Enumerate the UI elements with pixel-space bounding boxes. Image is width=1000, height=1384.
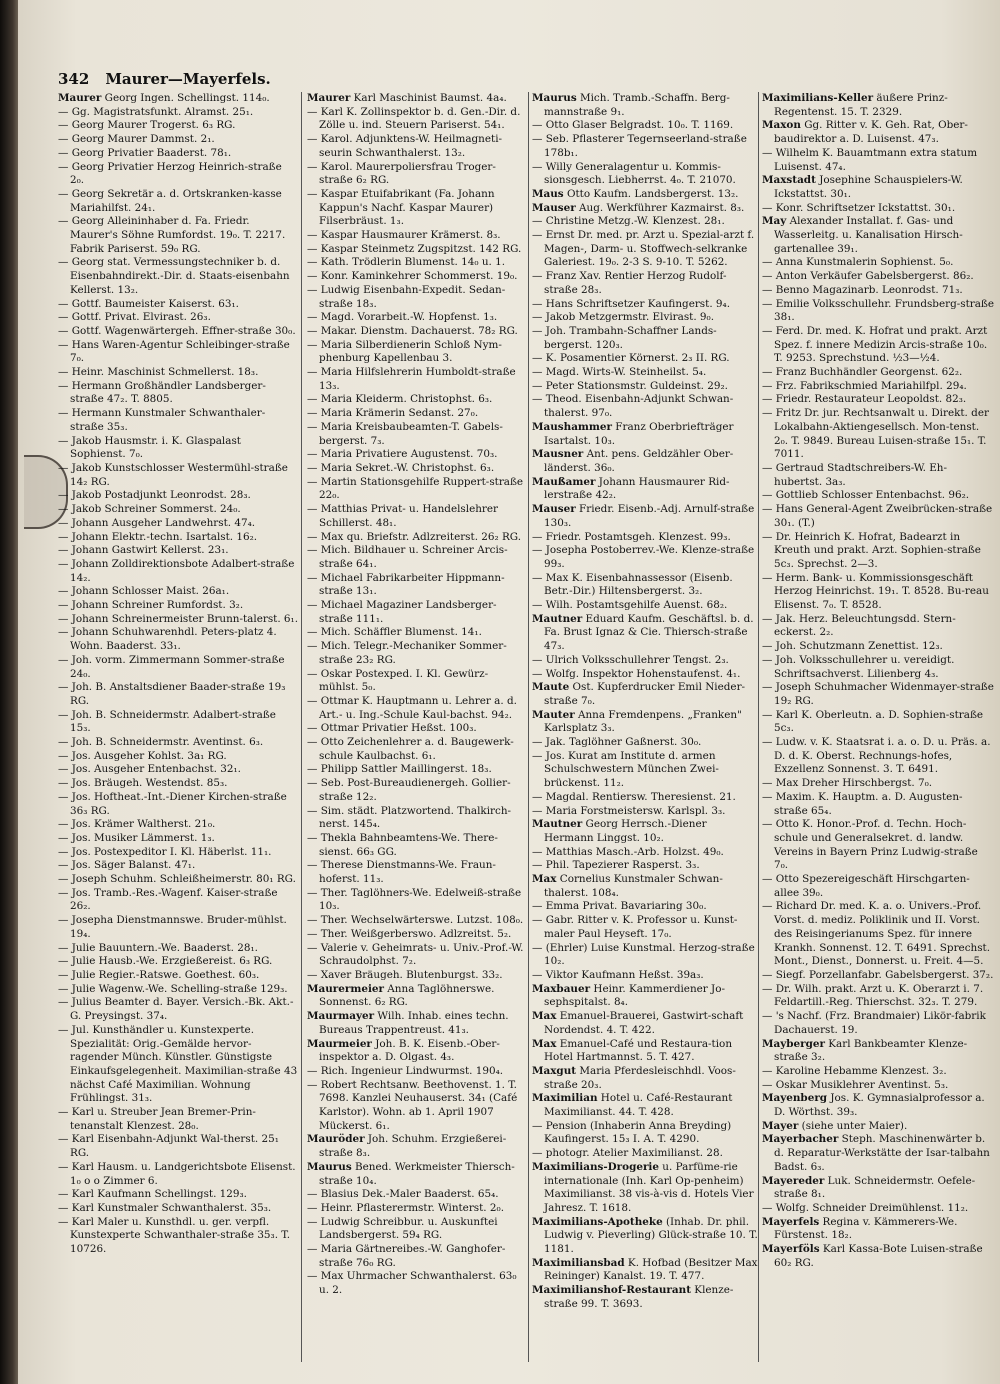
directory-entry: — Gottf. Wagenwärtergeh. Effner-straße 30₀. (58, 324, 296, 337)
directory-entry: Mayerfels Regina v. Kämmerers-We. Fürstenst. 18₂. (762, 1215, 958, 1242)
directory-entry: — Max Dreher Hirschbergst. 7₀. (762, 777, 933, 790)
directory-entry: — Josepha Dienstmannswe. Bruder-mühlst. 19₄. (58, 914, 287, 940)
directory-entry: — Ther. Wechselwärterswe. Lutzst. 108₀. (307, 914, 524, 927)
directory-entry: — Julie Hausb.-We. Erzgießereist. 6₃ RG. (58, 955, 273, 968)
directory-entry: — K. Posamentier Körnerst. 2₃ II. RG. (532, 352, 730, 365)
directory-entry: — Philipp Sattler Maillingerst. 18₃. (307, 763, 492, 776)
directory-entry: Maurus Bened. Werkmeister Thiersch-straße 10₄. (307, 1160, 515, 1187)
directory-entry: — Wolfg. Inspektor Hohenstaufenst. 4₁. (532, 667, 741, 680)
directory-entry: — Karl K. Oberleutn. a. D. Sophien-straße 5c₃. (762, 708, 984, 735)
directory-entry: — Georg stat. Vermessungstechniker b. d. Eisenbahndirekt.-Dir. d. Staats-eisenbahn Kellerst. 13₂. (58, 256, 290, 296)
directory-entry: — Georg Maurer Trogerst. 6₃ RG. (58, 119, 236, 132)
directory-entry: Mausner Ant. pens. Geldzähler Ober-länderst. 36₀. (532, 448, 734, 474)
directory-entry: — Georg Privatier Baaderst. 78₁. (58, 146, 232, 159)
directory-entry: — Jak. Herz. Beleuchtungsdd. Stern-eckerst. 2₂. (762, 612, 956, 639)
directory-entry: Max Cornelius Kunstmaler Schwan-thalerst. 108₄. (532, 873, 723, 899)
directory-entry: Maximilian Hotel u. Café-Restaurant Maximilianst. 44. T. 428. (532, 1092, 733, 1119)
directory-entry: — Magd. Wirts-W. Steinheilst. 5₄. (532, 366, 707, 379)
directory-entry: Mayereder Luk. Schneidermstr. Oefele-straße 8₁. (762, 1174, 976, 1201)
directory-entry: — Dr. Wilh. prakt. Arzt u. K. Oberarzt i. 7. Feldartill.-Reg. Thierschst. 32₃. T. 279. (762, 982, 984, 1009)
directory-entry: — Karol. Adjunktens-W. Heilmagneti-seurin Schwanthalerst. 13₂. (307, 133, 503, 159)
directory-entry: — Karol. Maurerpoliersfrau Troger-straße 6₂ RG. (307, 160, 496, 187)
directory-entry: — Maxim. K. Hauptm. a. D. Augusten-straße 65₄. (762, 790, 963, 817)
book-spine-shadow (0, 0, 18, 1384)
directory-entry: — Gabr. Ritter v. K. Professor u. Kunst-maler Paul Heyseft. 17₀. (532, 914, 738, 940)
directory-entry: — Kaspar Etuifabrikant (Fa. Johann Kappun's Nachf. Kaspar Maurer) Filserbräust. 1₃. (307, 187, 495, 228)
directory-entry: — Ulrich Volksschullehrer Tengst. 2₃. (532, 653, 729, 666)
directory-entry: — Maria Privatiere Augustenst. 70₃. (307, 448, 498, 461)
directory-entry: — Fritz Dr. jur. Rechtsanwalt u. Direkt. der Lokalbahn-Aktiengesellsch. Mon-tenst. 2₀. T. 9849. Bureau Luisen-straße 15₁. T. 7011. (762, 407, 989, 461)
directory-entry: — Karl Kaufmann Schellingst. 129₃. (58, 1188, 247, 1201)
directory-entry: — Johann Schuhwarenhdl. Peters-platz 4. Wohn. Baaderst. 33₁. (58, 626, 277, 653)
directory-entry: — Maria Kleiderm. Christophst. 6₃. (307, 393, 493, 406)
directory-entry: — Johann Schreinermeister Brunn-talerst. 6₁. (58, 612, 298, 625)
directory-entry: — Jos. Säger Balanst. 47₁. (58, 859, 196, 872)
directory-entry: Maxstadt Josephine Schauspielers-W. Ickstattst. 30₁. (762, 174, 963, 200)
directory-entry: — Jos. Musiker Lämmerst. 1₃. (58, 831, 215, 844)
directory-entry: — Friedr. Restaurateur Leopoldst. 82₃. (762, 393, 967, 406)
directory-entry: — Kaspar Hausmaurer Krämerst. 8₃. (307, 229, 501, 242)
directory-entry: — Hermann Großhändler Landsberger-straße 47₂. T. 8805. (58, 379, 266, 406)
directory-entry: — Sim. städt. Platzwortend. Thalkirch-nerst. 145₄. (307, 804, 512, 831)
page-header (58, 70, 658, 90)
directory-entry: — Joh. B. Schneidermstr. Adalbert-straße 15₃. (58, 708, 276, 735)
directory-entry: — Maria Silberdienerin Schloß Nym-phenburg Kapellenbau 3. (307, 338, 502, 365)
column-rule (528, 92, 529, 1362)
directory-entry: — Karoline Hebamme Klenzest. 3₂. (762, 1064, 947, 1077)
directory-entry: — Franz Buchhändler Georgenst. 62₂. (762, 366, 963, 379)
directory-entry: — Christine Metzg.-W. Klenzest. 28₁. (532, 215, 725, 228)
directory-entry: — Kaspar Steinmetz Zugspitzst. 142 RG. (307, 242, 522, 255)
directory-entry: — Jos. Tramb.-Res.-Wagenf. Kaiser-straße 26₂. (58, 886, 278, 913)
directory-entry: — Magdal. Rentiersw. Theresienst. 21. (532, 790, 736, 803)
directory-page (18, 0, 1000, 1384)
directory-entry: — Michael Magaziner Landsberger-straße 111₁. (307, 599, 497, 625)
directory-entry: — Martin Stationsgehilfe Ruppert-straße 22₀. (307, 475, 524, 502)
directory-entry: — Anton Verkäufer Gabelsbergerst. 86₂. (762, 270, 974, 283)
directory-entry: Mayerbacher Steph. Maschinenwärter b. d. Reparatur-Werkstätte der Isar-talbahn Badst. 6₃. (762, 1133, 990, 1173)
directory-entry: — Wilhelm K. Bauamtmann extra statum Luisenst. 47₄. (762, 146, 978, 173)
directory-entry: — Heinr. Pflasterermstr. Winterst. 2₀. (307, 1201, 504, 1214)
directory-entry: — Maria Forstmeistersw. Karlspl. 3₃. (532, 804, 726, 817)
directory-entry: — Peter Stationsmstr. Guldeinst. 29₂. (532, 379, 728, 392)
directory-entry: — Gertraud Stadtschreibers-W. Eh-hubertst. 3a₃. (762, 461, 947, 488)
directory-entry: — Mich. Telegr.-Mechaniker Sommer-straße 23₂ RG. (307, 640, 507, 666)
directory-entry: — Johann Schreiner Rumfordst. 3₂. (58, 599, 244, 612)
directory-entry: — Ludwig Schreibbur. u. Auskunftei Landsbergerst. 59₄ RG. (307, 1215, 498, 1242)
directory-entry: — Jakob Hausmstr. i. K. Glaspalast Sophienst. 7₀. (58, 434, 241, 461)
directory-entry: — Jos. Postexpeditor I. Kl. Häberlst. 11₁. (58, 845, 272, 858)
directory-entry: — Ernst Dr. med. pr. Arzt u. Spezial-arzt f. Magen-, Darm- u. Stoffwech-selkranke Galeriest. 19₀. 2-3 S. 9-10. T. 5262. (532, 229, 755, 269)
directory-entry: — Jakob Postadjunkt Leonrodst. 28₃. (58, 489, 251, 502)
directory-entry: — Jos. Kurat am Institute d. armen Schulschwestern München Zwei-brückenst. 11₂. (532, 749, 719, 790)
directory-entry: — Maria Sekret.-W. Christophst. 6₃. (307, 461, 495, 474)
running-title: Maurer—Mayerfels. (105, 70, 271, 88)
directory-entry: — Makar. Dienstm. Dachauerst. 78₂ RG. (307, 324, 518, 337)
directory-entry: — Seb. Post-Bureaudienergeh. Gollier-straße 12₂. (307, 777, 511, 803)
directory-entry: Mayberger Karl Bankbeamter Klenze-straße 3₂. (762, 1037, 968, 1064)
directory-entry: — Georg Privatier Herzog Heinrich-straße 2₀. (58, 160, 282, 187)
directory-entry: — Max qu. Briefstr. Adlzreiterst. 26₂ RG. (307, 530, 522, 543)
directory-entry: — Maria Krämerin Sedanst. 27₀. (307, 407, 479, 420)
directory-entry: — Rich. Ingenieur Lindwurmst. 190₄. (307, 1064, 504, 1077)
directory-entry: Maußamer Johann Hausmaurer Rid-lerstraße 42₂. (532, 475, 730, 502)
directory-entry: — (Ehrler) Luise Kunstmal. Herzog-straße 10₂. (532, 941, 755, 968)
directory-entry: — Konr. Schriftsetzer Ickstattst. 30₁. (762, 201, 956, 214)
directory-entry: — Karl u. Streuber Jean Bremer-Prin-tenanstalt Klenzest. 28₀. (58, 1106, 256, 1132)
directory-entry: — Maria Hilfslehrerin Humboldt-straße 13₃. (307, 366, 516, 392)
directory-entry: — Georg Maurer Dammst. 2₁. (58, 133, 215, 146)
directory-entry: — Wilh. Postamtsgehilfe Auenst. 68₂. (532, 599, 728, 612)
directory-entry: — Jos. Ausgeher Kohlst. 3a₁ RG. (58, 749, 227, 762)
directory-entry: — Joh. B. Anstaltsdiener Baader-straße 19₃ RG. (58, 681, 286, 707)
directory-entry: — Jos. Ausgeher Entenbachst. 32₁. (58, 763, 241, 776)
column-4 (762, 92, 994, 1377)
directory-entry: — Karl Eisenbahn-Adjunkt Wal-therst. 25₁ RG. (58, 1133, 279, 1160)
directory-entry: — Viktor Kaufmann Heßst. 39a₃. (532, 969, 704, 981)
directory-entry: — Thekla Bahnbeamtens-We. There-sienst. 66₃ GG. (307, 831, 498, 858)
directory-entry: — Valerie v. Geheimrats- u. Univ.-Prof.-W. Schraudolphst. 7₂. (307, 941, 524, 968)
directory-entry: — Anna Kunstmalerin Sophienst. 5₀. (762, 256, 954, 269)
directory-entry: — Magd. Vorarbeit.-W. Hopfenst. 1₃. (307, 311, 498, 324)
directory-entry: Maurmeier Joh. B. K. Eisenb.-Ober-inspektor a. D. Olgast. 4₃. (307, 1037, 500, 1064)
directory-entry: — Franz Xav. Rentier Herzog Rudolf-straße 28₃. (532, 270, 727, 296)
directory-entry: — Gottf. Privat. Elvirast. 26₃. (58, 311, 211, 324)
directory-entry: — Jak. Taglöhner Gaßnerst. 30₀. (532, 736, 702, 749)
directory-entry: — Joh. Volksschullehrer u. vereidigt. Schriftsachverst. Lilienberg 4₃. (762, 653, 955, 680)
directory-entry: — Ludwig Eisenbahn-Expedit. Sedan-straße 18₃. (307, 283, 506, 310)
directory-entry: Maximilians-Apotheke (Inhab. Dr. phil. Ludwig v. Pieverling) Glück-straße 10. T. 1181. (532, 1215, 758, 1256)
directory-entry: — Jakob Kunstschlosser Westermühl-straße 14₂ RG. (58, 461, 288, 488)
directory-entry: — Frz. Fabrikschmied Mariahilfpl. 29₄. (762, 379, 967, 392)
directory-entry: Maxgut Maria Pferdesleischhdl. Voos-straße 20₃. (532, 1064, 736, 1091)
directory-entry: Maximiliansbad K. Hofbad (Besitzer Max Reininger) Kanalst. 19. T. 477. (532, 1256, 758, 1283)
directory-entry: — Joseph Schuhm. Schleißheimerstr. 80₁ RG. (58, 873, 296, 886)
directory-entry: — Maria Gärtnereibes.-W. Ganghofer-straße 76₀ RG. (307, 1243, 506, 1269)
directory-entry: — Siegf. Porzellanfabr. Gabelsbergerst. 37₂. (762, 969, 994, 981)
directory-entry: — Matthias Privat- u. Handelslehrer Schillerst. 48₁. (307, 503, 499, 529)
directory-entry: — Otto K. Honor.-Prof. d. Techn. Hoch-schule und Generalsekret. d. landw. Vereins in Bayern Prinz Ludwig-straße 7₀. (762, 818, 978, 872)
directory-entry: Maximilians-Drogerie u. Parfüme-rie internationale (Inh. Karl Op-penheim) Maximilianst. 38 vis-à-vis d. Hotels Vier Jahresz. T. 1618. (532, 1160, 754, 1214)
directory-entry: — Ther. Weißgerberswo. Adlzreitst. 5₂. (307, 927, 512, 940)
directory-entry: — Kath. Trödlerin Blumenst. 14₀ u. 1. (307, 256, 506, 269)
directory-entry: Maximilianshof-Restaurant Klenze-straße 99. T. 3693. (532, 1284, 734, 1310)
directory-entry: — Johann Elektr.-techn. Isartalst. 16₂. (58, 530, 258, 543)
directory-entry: Mayenberg Jos. K. Gymnasialprofessor a. D. Wörthst. 39₃. (762, 1092, 985, 1119)
directory-entry: — Max Uhrmacher Schwanthalerst. 63₀ u. 2. (307, 1270, 517, 1297)
directory-entry: — Julie Bauuntern.-We. Baaderst. 28₁. (58, 941, 258, 954)
directory-entry: Max Emanuel-Café und Restaura-tion Hotel Hartmannst. 5. T. 427. (532, 1037, 733, 1064)
directory-entry: Mautner Eduard Kaufm. Geschäftsl. b. d. Fa. Brust Ignaz & Cie. Thiersch-straße 47₃. (532, 612, 754, 653)
directory-entry: — Emma Privat. Bavariaring 30₀. (532, 900, 707, 913)
directory-entry: — Jul. Kunsthändler u. Kunstexperte. Spezialität: Orig.-Gemälde hervor-ragender Münch. Künstler. Günstigste Einkaufsgelegenheit. Maximilian-straße 43 nächst Café Maximilian. Wohnung Frühlingst. 31₃. (58, 1023, 298, 1105)
directory-entry: Mauter Anna Fremdenpens. „Franken" Karlsplatz 3₃. (532, 708, 742, 735)
directory-entry: Maurermeier Anna Taglöhnerswe. Sonnenst. 6₂ RG. (307, 982, 495, 1009)
directory-entry: — Willy Generalagentur u. Kommis-sionsgesch. Liebherrst. 4₀. T. 21070. (532, 160, 736, 187)
directory-entry: Maurer Georg Ingen. Schellingst. 114₀. (58, 92, 270, 104)
directory-entry: Mauser Aug. Werkführer Kazmairst. 8₃. (532, 201, 745, 214)
directory-entry: — Gottf. Baumeister Kaiserst. 63₁. (58, 297, 239, 310)
directory-entry: Maxon Gg. Ritter v. K. Geh. Rat, Ober-baudirektor a. D. Luisenst. 47₃. (762, 119, 968, 146)
directory-entry: — Jos. Hoftheat.-Int.-Diener Kirchen-straße 36₃ RG. (58, 790, 287, 817)
directory-entry: — Benno Magazinarb. Leonrodst. 71₃. (762, 283, 963, 296)
directory-entry: — Karl Maler u. Kunsthdl. u. ger. verpfl. Kunstexperte Schwanthaler-straße 35₃. T. 10726. (58, 1215, 291, 1256)
directory-entry: — Ottmar Privatier Heßst. 100₃. (307, 722, 477, 735)
directory-entry: — Karl K. Zollinspektor b. d. Gen.-Dir. d. Zölle u. ind. Steuern Pariserst. 54₁. (307, 105, 521, 132)
directory-entry: — Johann Gastwirt Kellerst. 23₁. (58, 544, 229, 557)
directory-entry: Maurer Karl Maschinist Baumst. 4a₄. (307, 92, 507, 104)
directory-entry: — Karl Kunstmaler Schwanthalerst. 35₃. (58, 1201, 272, 1214)
directory-entry: — Phil. Tapezierer Rasperst. 3₃. (532, 859, 700, 872)
directory-entry: — Emilie Volksschullehr. Frundsberg-straße 38₁. (762, 297, 994, 324)
directory-entry: — Maria Kreisbaubeamten-T. Gabels-bergerst. 7₃. (307, 420, 503, 447)
directory-entry: — Gg. Magistratsfunkt. Alramst. 25₁. (58, 105, 254, 118)
directory-entry: — Karl Hausm. u. Landgerichtsbote Elisenst. 1₀ o o Zimmer 6. (58, 1160, 296, 1187)
directory-entry: — Max K. Eisenbahnassessor (Eisenb. Betr.-Dir.) Hiltensbergerst. 3₂. (532, 571, 733, 598)
directory-entry: Mauser Friedr. Eisenb.-Adj. Arnulf-straße 130₃. (532, 503, 755, 529)
directory-entry: — Julie Wagenw.-We. Schelling-straße 129₃. (58, 982, 288, 995)
column-rule (758, 92, 759, 1362)
column-3 (532, 92, 758, 1377)
directory-entry: — Oskar Postexped. I. Kl. Gewürz-mühlst. 5₀. (307, 667, 489, 694)
directory-entry: — Michael Fabrikarbeiter Hippmann-straße 13₁. (307, 571, 505, 598)
directory-entry: — Otto Spezereigeschäft Hirschgarten-allee 39₀. (762, 873, 970, 899)
directory-entry: Maxbauer Heinr. Kammerdiener Jo-sephspitalst. 8₄. (532, 982, 725, 1009)
directory-entry: — Ottmar K. Hauptmann u. Lehrer a. d. Art.- u. Ing.-Schule Kaul-bachst. 94₂. (307, 694, 517, 721)
directory-entry: Mayer (siehe unter Maier). (762, 1119, 908, 1132)
directory-entry: — Otto Glaser Belgradst. 10₀. T. 1169. (532, 119, 734, 132)
directory-entry: — Herm. Bank- u. Kommissionsgeschäft Herzog Heinrichst. 19₁. T. 8528. Bu-reau Elisenst. 7₀. T. 8528. (762, 571, 989, 612)
directory-entry: — Hans Schriftsetzer Kaufingerst. 9₄. (532, 297, 731, 310)
directory-entry: — Gottlieb Schlosser Entenbachst. 96₂. (762, 489, 970, 502)
directory-entry: — Jakob Metzgermstr. Elvirast. 9₀. (532, 311, 715, 324)
directory-entry: — Heinr. Maschinist Schmellerst. 18₃. (58, 366, 259, 379)
directory-entry: — Josepha Postoberrev.-We. Klenze-straße 99₃. (532, 544, 755, 570)
directory-entry: Mautner Georg Herrsch.-Diener Hermann Linggst. 10₂. (532, 818, 707, 844)
directory-entry: Max Emanuel-Brauerei, Gastwirt-schaft Nordendst. 4. T. 422. (532, 1010, 744, 1036)
directory-entry: — Johann Ausgeher Landwehrst. 47₄. (58, 516, 256, 529)
directory-entry: — Ferd. Dr. med. K. Hofrat und prakt. Arzt Spez. f. innere Medizin Arcis-straße 10₀. T. 9253. Sprechstund. ½3—½4. (762, 324, 988, 365)
directory-entry: Maus Otto Kaufm. Landsbergerst. 13₂. (532, 187, 739, 200)
directory-entry: — Joh. vorm. Zimmermann Sommer-straße 24₀. (58, 653, 285, 680)
directory-entry: — Mich. Bildhauer u. Schreiner Arcis-straße 64₁. (307, 544, 508, 570)
directory-entry: — Seb. Pflasterer Tegernseerland-straße 178b₁. (532, 133, 747, 159)
directory-entry: — Friedr. Postamtsgeh. Klenzest. 99₃. (532, 530, 731, 543)
directory-entry: — Matthias Masch.-Arb. Holzst. 49₀. (532, 845, 724, 858)
directory-entry: — 's Nachf. (Frz. Brandmaier) Likör-fabrik Dachauerst. 19. (762, 1010, 986, 1036)
directory-entry: Maurus Mich. Tramb.-Schaffn. Berg-mannstraße 9₁. (532, 92, 730, 118)
directory-entry: — Therese Dienstmanns-We. Fraun-hoferst. 11₃. (307, 859, 496, 886)
directory-entry: — Richard Dr. med. K. a. o. Univers.-Prof. Vorst. d. mediz. Poliklinik und II. Vorst. des Reisingerianums Spez. für innere Krankh. Sonnenst. 12. T. 6491. Sprechst. Mont., Dienst., Donnerst. u. Freit. 4—5. (762, 900, 991, 968)
directory-entry: — Oskar Musiklehrer Aventinst. 5₃. (762, 1078, 949, 1091)
directory-entry: — Otto Zeichenlehrer a. d. Baugewerk-schule Kaulbachst. 6₁. (307, 736, 514, 762)
directory-entry: Maute Ost. Kupferdrucker Emil Nieder-straße 7₀. (532, 681, 746, 707)
directory-entry: — Julius Beamter d. Bayer. Versich.-Bk. Akt.-G. Preysingst. 37₄. (58, 996, 294, 1023)
directory-entry: — photogr. Atelier Maximilianst. 28. (532, 1147, 723, 1160)
directory-entry: — Joseph Schuhmacher Widenmayer-straße 19₂ RG. (762, 681, 994, 707)
directory-entry: — Jos. Krämer Waltherst. 21₀. (58, 818, 216, 831)
directory-entry: — Julie Regier.-Ratswe. Goethest. 60₃. (58, 969, 260, 981)
directory-entry: — Georg Alleininhaber d. Fa. Friedr. Maurer's Söhne Rumfordst. 19₀. T. 2217. Fabrik Pariserst. 59₀ RG. (58, 215, 286, 255)
directory-entry: — Blasius Dek.-Maler Baaderst. 65₄. (307, 1188, 499, 1201)
directory-entry: May Alexander Installat. f. Gas- und Wasserleitg. u. Kanalisation Hirsch-gartenallee 39₁. (762, 215, 963, 255)
directory-entry: — Johann Zolldirektionsbote Adalbert-straße 14₂. (58, 557, 295, 584)
directory-entry: — Wolfg. Schneider Dreimühlenst. 11₂. (762, 1201, 969, 1214)
page-number: 342 (58, 70, 90, 88)
directory-entry: — Pension (Inhaberin Anna Breyding) Kaufingerst. 15₃ I. A. T. 4290. (532, 1119, 732, 1146)
directory-entry: Mauröder Joh. Schuhm. Erzgießerei-straße 8₃. (307, 1133, 507, 1160)
directory-entry: — Johann Schlosser Maist. 26a₁. (58, 585, 230, 598)
directory-entry: — Ther. Taglöhners-We. Edelweiß-straße 10₃. (307, 886, 522, 913)
directory-entry: — Mich. Schäffler Blumenst. 14₁. (307, 626, 482, 639)
directory-entry: — Hermann Kunstmaler Schwanthaler-straße 35₃. (58, 407, 266, 433)
column-2 (307, 92, 527, 1377)
directory-entry: — Ludw. v. K. Staatsrat i. a. o. D. u. Präs. a. D. d. K. Oberst. Rechnungs-hofes, Exzellenz Sonnenst. 3. T. 6491. (762, 736, 991, 776)
directory-entry: — Hans General-Agent Zweibrücken-straße 30₁. (T.) (762, 503, 993, 529)
directory-entry: — Georg Sekretär a. d. Ortskranken-kasse Mariahilfst. 24₁. (58, 187, 282, 214)
directory-entry: Maximilians-Keller äußere Prinz-Regentenst. 15. T. 2329. (762, 92, 948, 118)
directory-entry: — Joh. Trambahn-Schaffner Lands-bergerst. 120₃. (532, 324, 717, 351)
directory-entry: — Joh. B. Schneidermstr. Aventinst. 6₃. (58, 736, 264, 749)
directory-entry: — Joh. Schutzmann Zenettist. 12₃. (762, 640, 943, 653)
directory-entry: — Jos. Bräugeh. Westendst. 85₃. (58, 777, 228, 790)
column-rule (301, 92, 302, 1362)
directory-entry: — Konr. Kaminkehrer Schommerst. 19₀. (307, 270, 518, 283)
directory-entry: Maurmayer Wilh. Inhab. eines techn. Bureaus Trappentreust. 41₃. (307, 1010, 509, 1036)
directory-entry: Maushammer Franz Oberbriefträger Isartalst. 10₃. (532, 420, 734, 447)
directory-entry: — Hans Waren-Agentur Schleibinger-straße 7₀. (58, 338, 290, 365)
directory-entry: — Jakob Schreiner Sommerst. 24₀. (58, 503, 241, 516)
column-1 (58, 92, 298, 1377)
directory-entry: — Xaver Bräugeh. Blutenburgst. 33₂. (307, 969, 503, 981)
directory-entry: — Theod. Eisenbahn-Adjunkt Schwan-thalerst. 97₀. (532, 393, 734, 420)
directory-entry: Mayerföls Karl Kassa-Bote Luisen-straße 60₂ RG. (762, 1243, 983, 1269)
directory-entry: — Robert Rechtsanw. Beethovenst. 1. T. 7698. Kanzlei Neuhauserst. 34₁ (Café Karlstor). Wohn. ab 1. April 1907 Mückerst. 6₁. (307, 1078, 518, 1132)
directory-entry: — Dr. Heinrich K. Hofrat, Badearzt in Kreuth und prakt. Arzt. Sophien-straße 5c₃. Sprechst. 2—3. (762, 530, 981, 570)
